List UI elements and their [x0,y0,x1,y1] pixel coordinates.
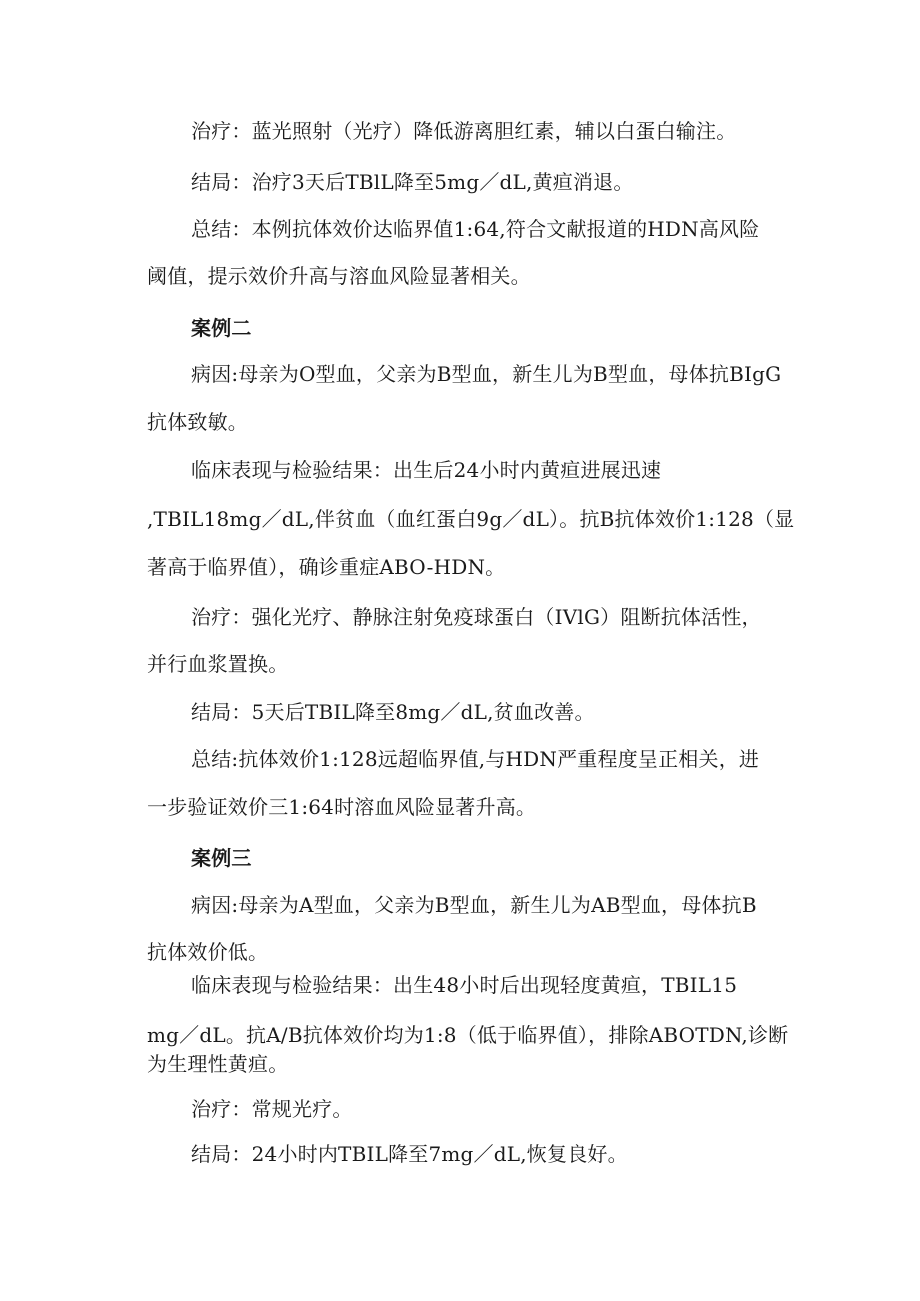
paragraph-line: mg／dL。抗A/B抗体效价均为1:8（低于临界值），排除ABOTDN,诊断 [147,1023,789,1047]
paragraph-line: 阈值，提示效价升高与溶血风险显著相关。 [147,264,531,288]
paragraph-line: 治疗：强化光疗、静脉注射免疫球蛋白（IVlG）阻断抗体活性， [191,605,762,629]
paragraph-line: 并行血浆置换。 [147,652,289,676]
paragraph-line: 临床表现与检验结果：出生后24小时内黄疸进展迅速 [191,458,662,482]
paragraph-line: 治疗：常规光疗。 [191,1097,353,1121]
section-heading: 案例二 [191,316,252,340]
paragraph-line: 病因:母亲为O型血，父亲为B型血，新生儿为B型血，母体抗BIgG [191,362,782,386]
paragraph-line: ,TBIL18mg／dL,伴贫血（血红蛋白9g／dL）。抗B抗体效价1:128（显 [147,507,795,531]
paragraph-line: 著高于临界值），确诊重症ABO-HDN。 [147,555,506,579]
paragraph-line: 总结：本例抗体效价达临界值1:64,符合文献报道的HDN高风险 [191,217,760,241]
paragraph-line: 临床表现与检验结果：出生48小时后出现轻度黄疸，TBIL15 [191,973,738,997]
paragraph-line: 为生理性黄疸。 [147,1052,289,1076]
paragraph-line: 结局：治疗3天后TBlL降至5mg／dL,黄疸消退。 [191,170,634,194]
section-heading: 案例三 [191,846,252,870]
paragraph-line: 结局：5天后TBIL降至8mg／dL,贫血改善。 [191,700,595,724]
paragraph-line: 病因:母亲为A型血，父亲为B型血，新生儿为AB型血，母体抗B [191,893,757,917]
paragraph-line: 结局：24小时内TBIL降至7mg／dL,恢复良好。 [191,1142,628,1166]
paragraph-line: 抗体效价低。 [147,940,269,964]
paragraph-line: 抗体致敏。 [147,410,248,434]
paragraph-line: 总结:抗体效价1:128远超临界值,与HDN严重程度呈正相关，进 [191,747,760,771]
paragraph-line: 治疗：蓝光照射（光疗）降低游离胆红素，辅以白蛋白输注。 [191,119,737,143]
paragraph-line: 一步验证效价三1:64时溶血风险显著升高。 [147,795,537,819]
